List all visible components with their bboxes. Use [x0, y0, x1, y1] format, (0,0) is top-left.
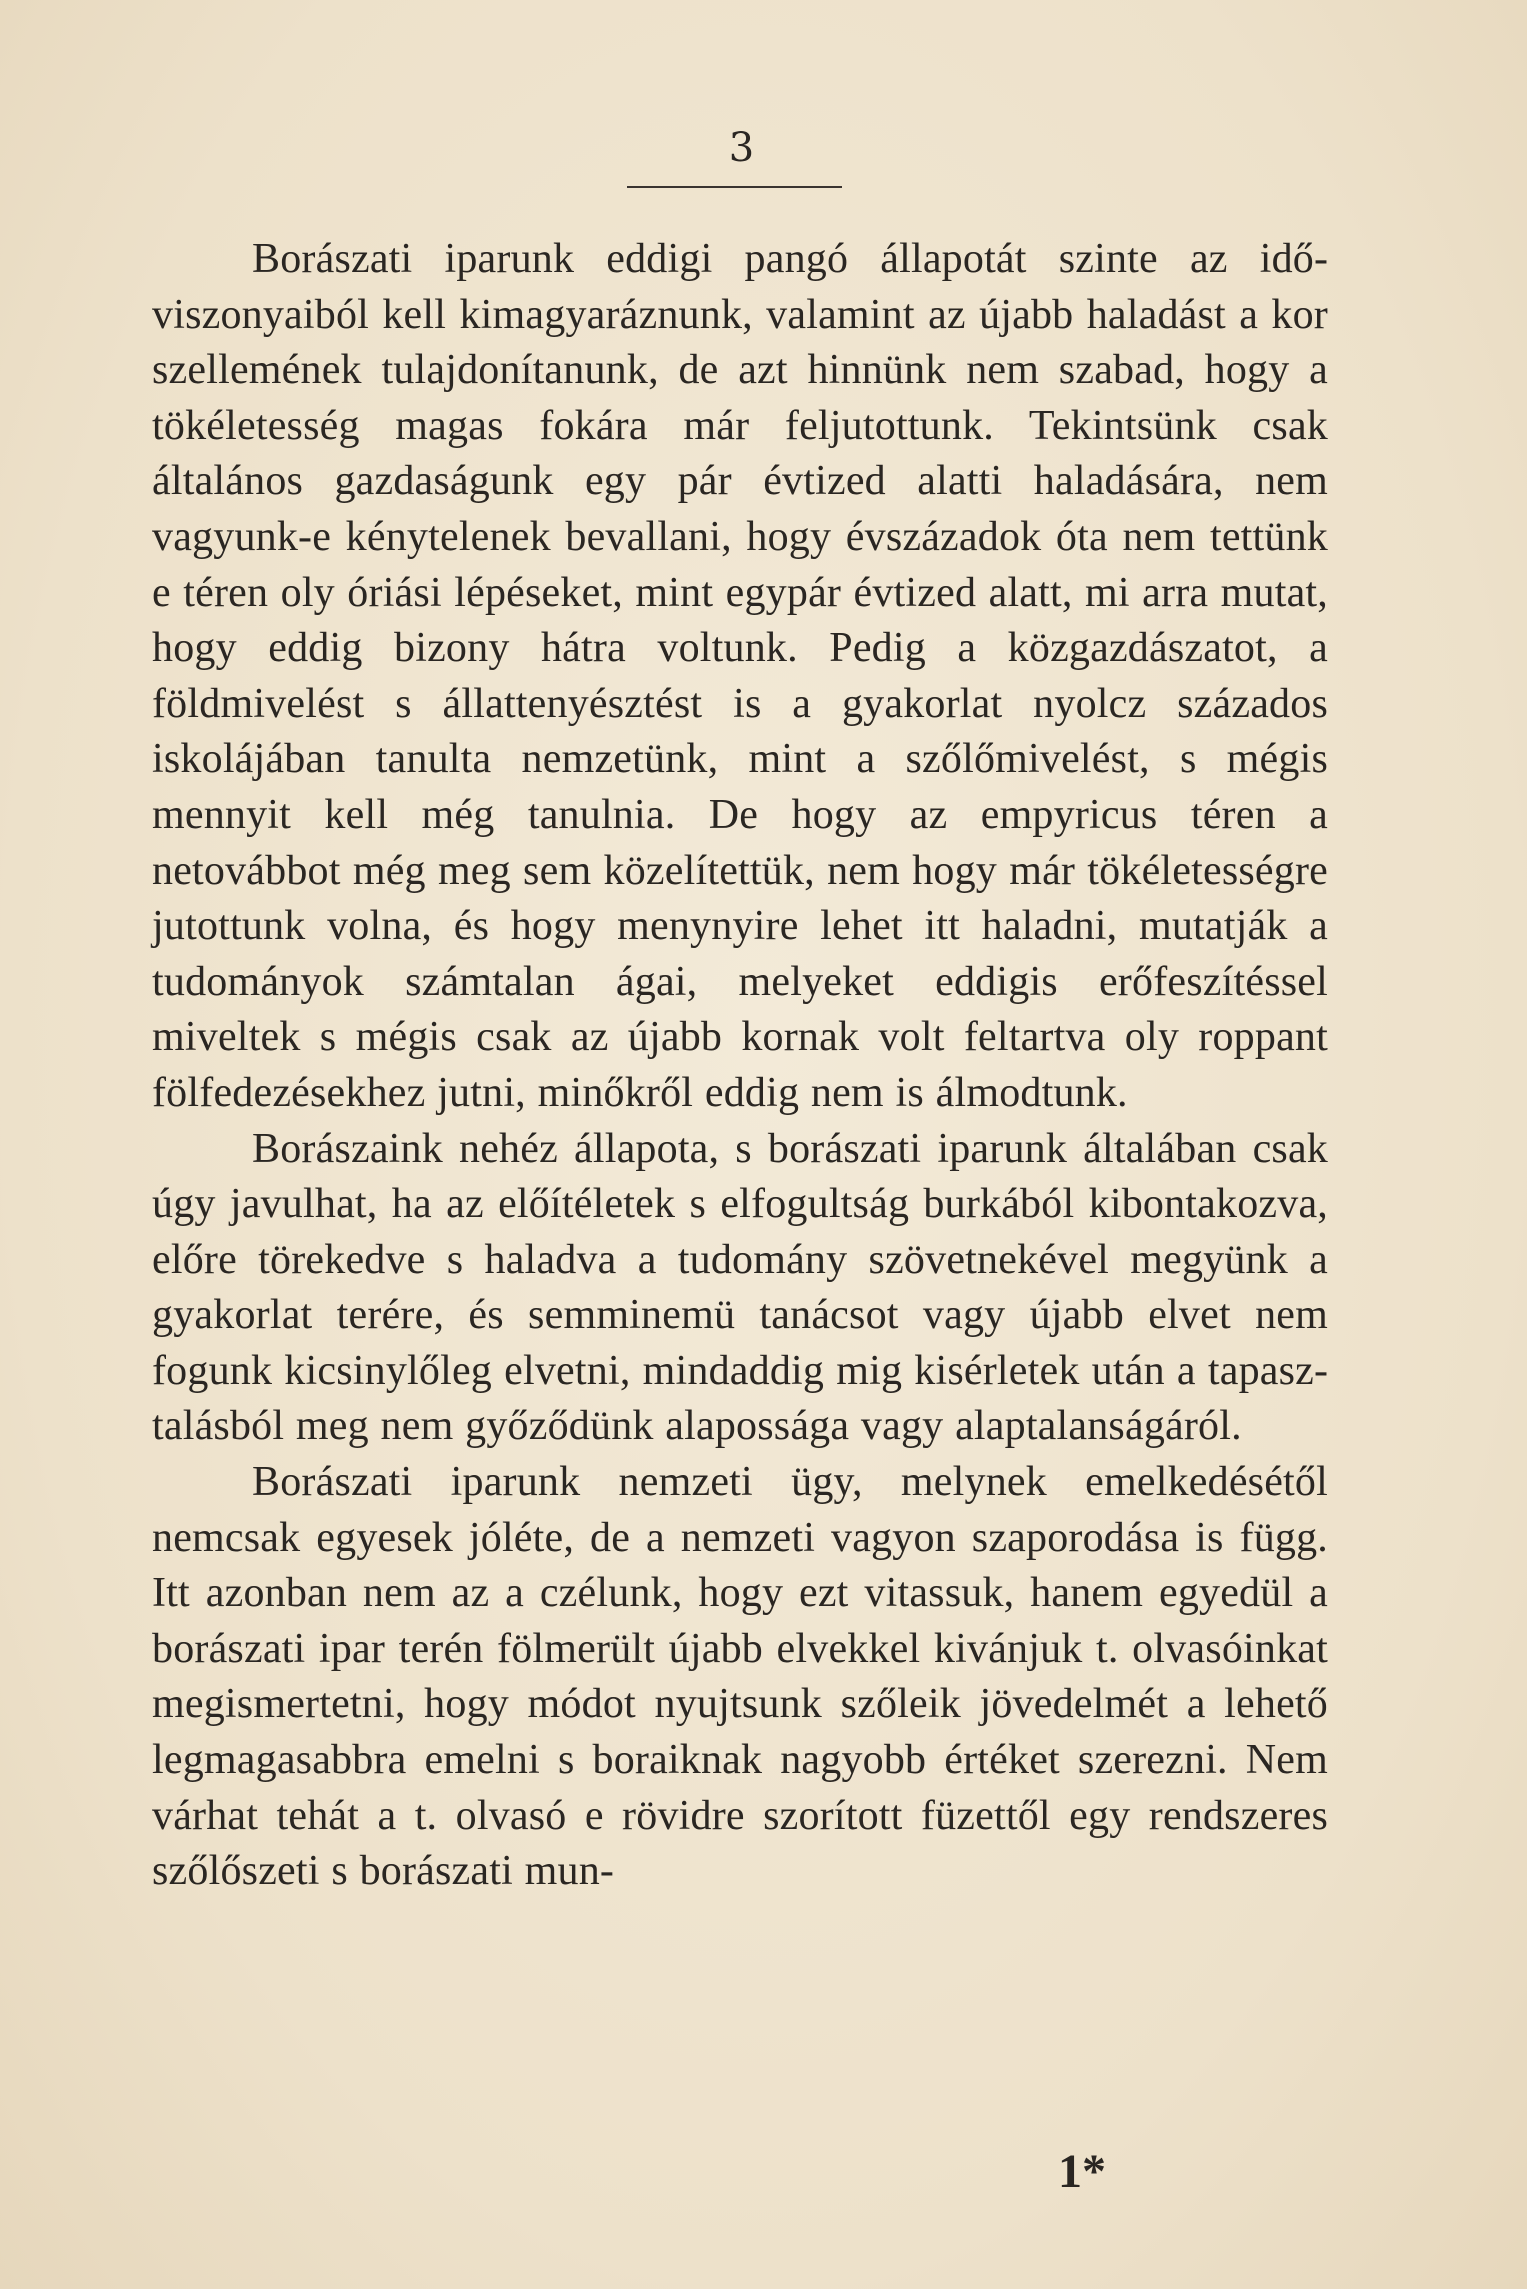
signature-mark: 1* [1058, 2145, 1106, 2198]
paragraph-2: Borászaink nehéz állapota, s borászati iparunk általában csak úgy javulhat, ha az előítéletek s elfogultság burkából kibontakozva, előre törekedve s haladva a tudomány szövetnekével megyünk a gyakorlat terére, és semminemü tanácsot vagy újabb elvet nem fogunk kicsinylőleg elvetni, mindaddig mig kisérletek után a tapasztalásból meg nem győződünk alapossága vagy alaptalanságáról. [152, 1125, 1328, 1450]
body-text [152, 232, 1328, 1900]
paragraph-1: Borászati iparunk eddigi pangó állapotát szinte az időviszonyaiból kell kimagyaráznunk, valamint az újabb haladást a kor szellemének tulajdonítanunk, de azt hinnünk nem szabad, hogy a tökéletesség magas fokára már feljutottunk. Tekintsünk csak általános gazdaságunk egy pár évtized alatti haladására, nem vagyunk-e kénytelenek bevallani, hogy évszázadok óta nem tettünk e téren oly óriási lépéseket, mint egypár évtized alatt, mi arra mutat, hogy eddig bizony hátra voltunk. Pedig a közgazdászatot, a földmivelést s állattenyésztést is a gyakorlat nyolcz százados iskolájában tanulta nemzetünk, mint a szőlőmivelést, s mégis mennyit kell még tanulnia. De hogy az empyricus téren a netovábbot még meg sem közelítettük, nem hogy már tökéletességre jutottunk volna, és hogy menynyire lehet itt haladni, mutatják a tudományok számtalan ágai, melyeket eddigis erőfeszítéssel miveltek s mégis csak az újabb kornak volt feltartva oly roppant fölfedezésekhez jutni, minőkről eddig nem is álmodtunk. [152, 236, 1328, 1116]
header-rule [627, 186, 842, 188]
paragraph-3: Borászati iparunk nemzeti ügy, melynek emelkedésétől nemcsak egyesek jóléte, de a nemzeti vagyon szaporodása is függ. Itt azonban nem az a czélunk, hogy ezt vitassuk, hanem egyedül a borászati ipar terén fölmerült újabb elvekkel kivánjuk t. olvasóinkat megismertetni, hogy módot nyujtsunk szőleik jövedelmét a lehető legmagasabbra emelni s boraiknak nagyobb értéket szerezni. Nem várhat tehát a t. olvasó e rövidre szorított füzettől egy rendszeres szőlőszeti s borászati mun- [152, 1459, 1328, 1895]
page-number: 3 [728, 125, 755, 171]
